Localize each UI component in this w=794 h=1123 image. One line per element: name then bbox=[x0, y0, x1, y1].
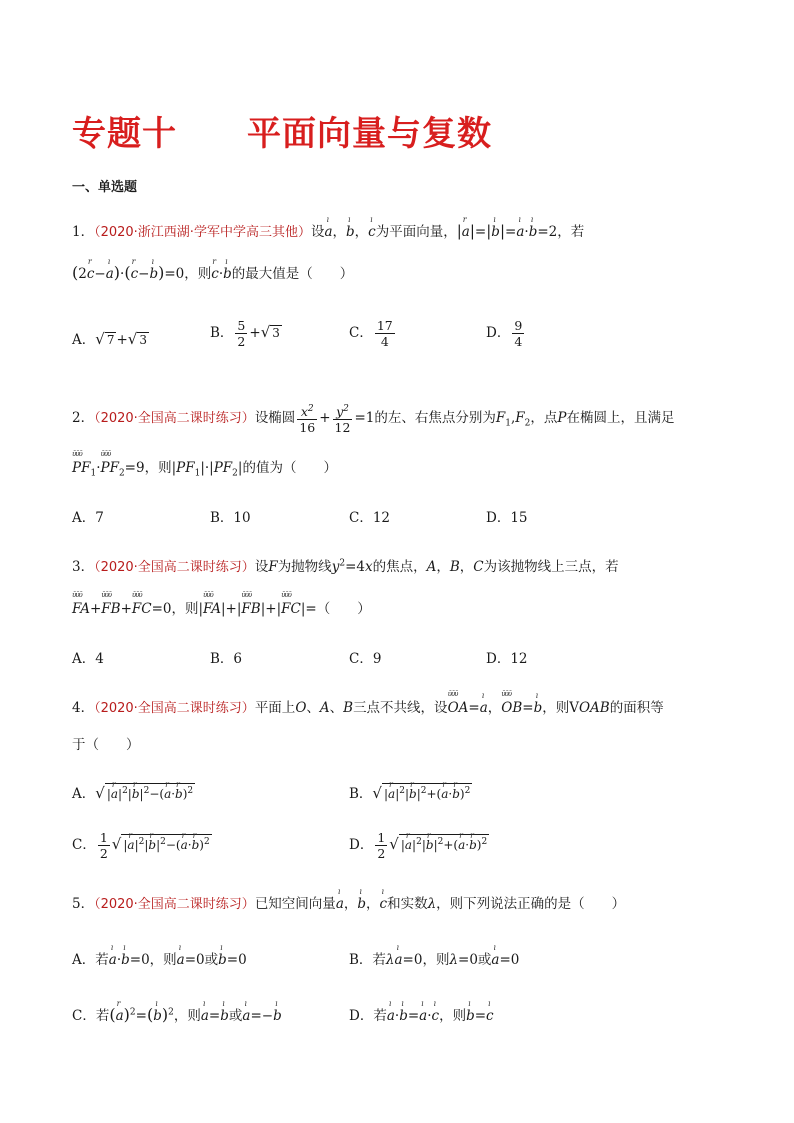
option-a: A．√ 7 +√ 3 bbox=[72, 330, 147, 348]
question-2-line1 bbox=[72, 402, 674, 435]
question-number: 2． bbox=[72, 410, 95, 427]
option-a: A．7 bbox=[72, 510, 104, 526]
option-c: C．9 bbox=[349, 651, 382, 667]
option-a: A．4 bbox=[72, 651, 104, 667]
question-source: （2020·浙江西湖·学军中学高三其他） bbox=[94, 225, 311, 240]
option-d: D． $\frac{9}{4}$ bbox=[486, 318, 523, 349]
question-4-line1 bbox=[72, 696, 664, 716]
question-stem: 设ı a，ı b，ı c为平面向量，|r a|=|ı b|=ı a·ı b=2，若 bbox=[311, 224, 584, 240]
question-stem: ῦῦῦ FA+ῦῦῦ FB+ῦῦῦ FC=0，则|ῦῦῦ FA|+|ῦῦῦ FB|+|ῦῦῦ FC|=（ ） bbox=[72, 601, 371, 617]
question-2-line2 bbox=[72, 456, 337, 479]
option-d: D．12 bbox=[486, 651, 528, 667]
option-d: D． $\frac{1}{2}$ √ |r $a|^2|r$ $b|^2+(r$ a·r b)$^2$ bbox=[349, 830, 489, 861]
question-source: （2020·全国高二课时练习） bbox=[94, 411, 255, 427]
question-1-line1 bbox=[72, 220, 584, 240]
option-d: D．15 bbox=[486, 510, 528, 526]
question-stem: ῦῦῦ $PF_1\cdot ῦῦῦ$ $PF_2=9$，则$|PF_1|\cdot|PF_2|$的值为（ ） bbox=[72, 460, 337, 476]
option-c: C． $\frac{17}{4}$ bbox=[349, 318, 393, 349]
option-a: A．√ |r $a|^2|r$ $b|^2-(r$ a·r b)$^2$ bbox=[72, 782, 195, 802]
option-c: C．12 bbox=[349, 510, 391, 526]
question-3-line1 bbox=[72, 555, 619, 575]
question-source: （2020·全国高二课时练习） bbox=[94, 897, 255, 912]
option-a: A．若ı a·ı b=0，则ı a=0或ı b=0 bbox=[72, 948, 247, 968]
question-source: （2020·全国高二课时练习） bbox=[94, 560, 255, 575]
question-number: 1． bbox=[72, 224, 95, 240]
option-c: C． $\frac{1}{2}$ √ |r $a|^2|r$ $b|^2-(r$ a·r b)$^2$ bbox=[72, 830, 212, 861]
option-b: B．√ |r $a|^2|r$ $b|^2+(r$ a·r b)$^2$ bbox=[349, 782, 472, 802]
question-stem: 已知空间向量ı a，ı b，ı c和实数λ，则下列说法正确的是（ ） bbox=[255, 896, 625, 912]
question-stem: 于（ ） bbox=[72, 737, 140, 753]
title-topic: 专题十 bbox=[72, 114, 177, 154]
question-5-line1 bbox=[72, 892, 625, 912]
question-stem: 设F为抛物线$y^2=4x$的焦点，A，B，C为该抛物线上三点，若 bbox=[254, 558, 619, 575]
title-subject: 平面向量与复数 bbox=[247, 114, 492, 154]
question-stem: (2r c−ı a)·(r c−ı b)=0，则r c·ı b的最大值是（ ） bbox=[72, 266, 353, 282]
question-4-line2 bbox=[72, 733, 140, 753]
section-heading: 一、单选题 bbox=[72, 180, 138, 195]
page-title bbox=[72, 106, 492, 155]
option-b: B．若λı a=0，则λ=0或ı a=0 bbox=[349, 948, 519, 968]
option-d: D．若ı a·ı b=ı a·ı c，则ı b=ı c bbox=[349, 1004, 494, 1024]
question-3-line2 bbox=[72, 597, 371, 617]
question-stem: 设椭圆 $\frac{x^2}{16}$ + $\frac{y^2}{12}$ =1的左、右焦点分别为$F_1,F_2$，点P在椭圆上，且满足 bbox=[254, 404, 675, 436]
option-b: B．10 bbox=[210, 510, 251, 526]
question-source: （2020·全国高二课时练习） bbox=[94, 701, 255, 716]
question-1-line2 bbox=[72, 262, 353, 282]
question-number: 5． bbox=[72, 896, 95, 912]
question-number: 3． bbox=[72, 559, 95, 575]
option-b: B．6 bbox=[210, 651, 243, 667]
option-b: B． $\frac{5}{2}$ +√ 3 bbox=[210, 318, 280, 349]
question-stem: 平面上O、A、B三点不共线，设ῦῦῦ OA=ı a，ῦῦῦ OB=ı b，则VOAB的面积等 bbox=[255, 700, 664, 716]
question-number: 4． bbox=[72, 700, 95, 716]
option-c: C．若(r a)$^2$=(ı b)$^2$，则ı a=ı b或ı a=−ı b bbox=[72, 1004, 282, 1024]
